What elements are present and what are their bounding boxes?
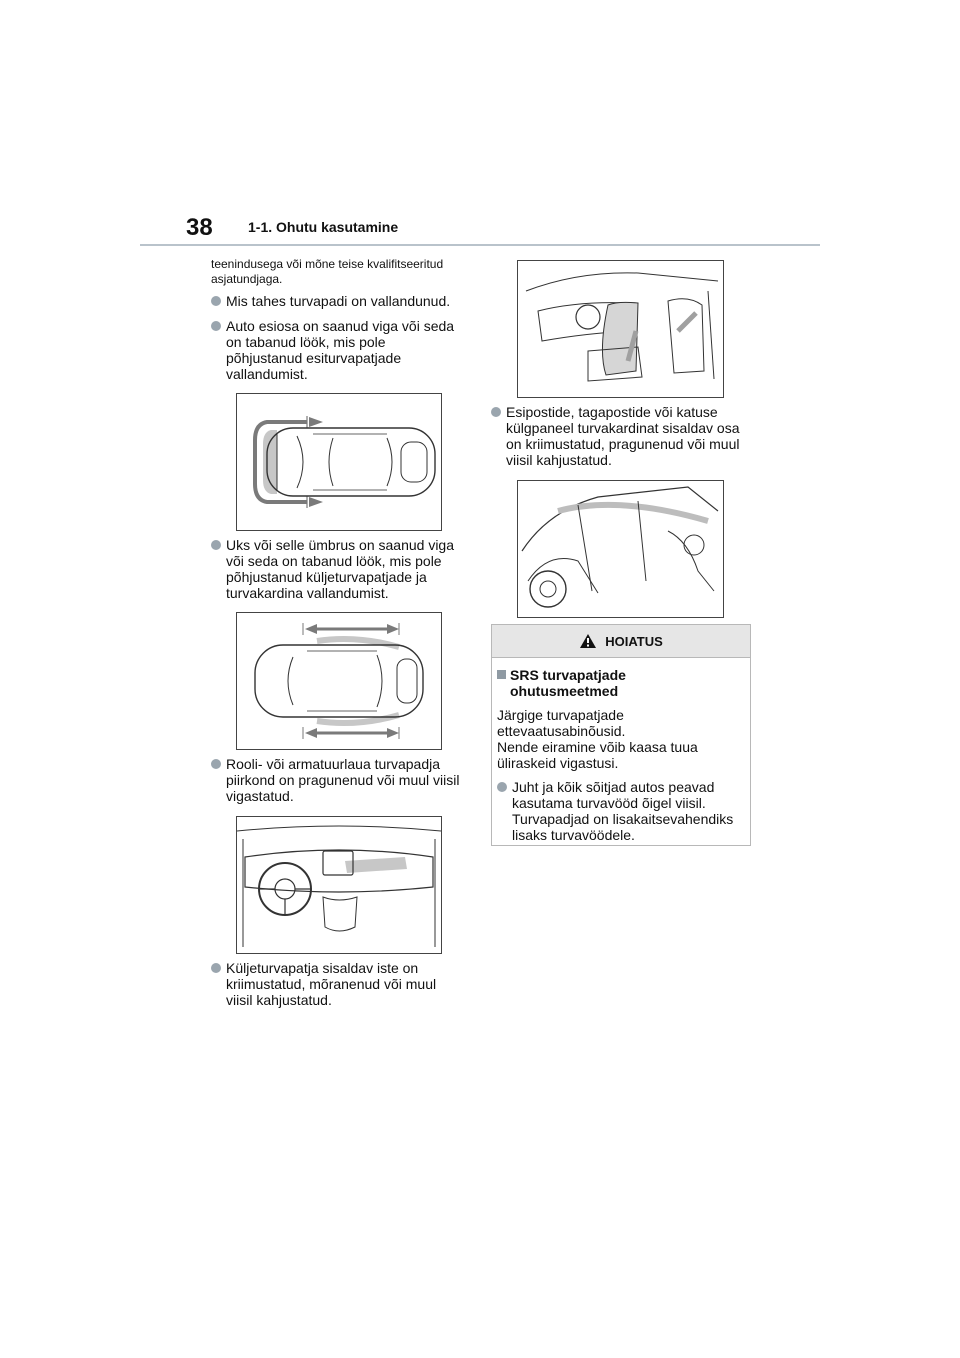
section-title: 1-1. Ohutu kasutamine: [248, 219, 399, 235]
warning-header: [492, 625, 750, 658]
bullet-text: Mis tahes turvapadi on vallandunud.: [226, 293, 451, 309]
bullet-dot: [491, 407, 501, 417]
bullet-door-damage: [211, 537, 473, 601]
bullet-dot: [497, 782, 507, 792]
bullet-text: Uks või selle ümbrus on saanud viga või seda on tabanud löök, mis pole põhjustanud küljeturvapatjade ja turvakardina vallandumist.: [226, 537, 455, 601]
bullet-text: Rooli- või armatuurlaua turvapadja piirkond on pragunenud või muul viisil vigastatud.: [226, 756, 460, 804]
page-number: 38: [186, 214, 213, 241]
bullet-dot: [211, 321, 221, 331]
warning-body: [492, 658, 750, 843]
figure-side-impact: [236, 612, 442, 750]
bullet-airbag-deployed: [211, 293, 473, 309]
figure-front-impact: [236, 393, 442, 531]
bullet-dot: [211, 963, 221, 973]
warning-title: HOIATUS: [605, 633, 663, 649]
bullet-text: Esipostide, tagapostide või katuse külgpaneel turvakardinat sisaldav osa on kriimustatud, pragunenud või muul viisil kahjustatud.: [506, 404, 740, 468]
bullet-dot: [211, 759, 221, 769]
square-bullet-icon: [497, 670, 506, 679]
intro-text: teenindusega või mõne teise kvalifitseeritud asjatundjaga.: [211, 257, 444, 286]
warning-paragraph: Järgige turvapatjade ettevaatusabinõusid. Nende eiramine võib kaasa tuua üliraskeid vigastusi.: [497, 707, 698, 771]
header-divider: [140, 244, 820, 246]
warning-subheading-text: SRS turvapatjade ohutusmeetmed: [510, 667, 626, 699]
warning-box: [491, 624, 751, 846]
bullet-front-damage: [211, 318, 473, 382]
figure-dashboard: [236, 816, 442, 954]
bullet-text: Juht ja kõik sõitjad autos peavad kasutama turvavööd õigel viisil. Turvapadjad on lisakaitsevahendiks lisaks turvavöödele.: [512, 779, 734, 843]
warning-bullet: [497, 779, 746, 843]
bullet-seat-damage: [211, 960, 473, 1008]
bullet-dot: [211, 296, 221, 306]
bullet-pillar-damage: [491, 404, 753, 468]
figure-curtain-airbag: [517, 480, 724, 618]
bullet-dot: [211, 540, 221, 550]
bullet-text: Auto esiosa on saanud viga või seda on tabanud löök, mis pole põhjustanud esiturvapatjade vallandumist.: [226, 318, 455, 382]
warning-triangle-icon: [579, 633, 597, 649]
bullet-steering-dash: [211, 756, 473, 804]
figure-seat: [517, 260, 724, 398]
warning-subheading: [497, 667, 746, 699]
bullet-text: Küljeturvapatja sisaldav iste on kriimustatud, mõranenud või muul viisil kahjustatud.: [226, 960, 437, 1008]
